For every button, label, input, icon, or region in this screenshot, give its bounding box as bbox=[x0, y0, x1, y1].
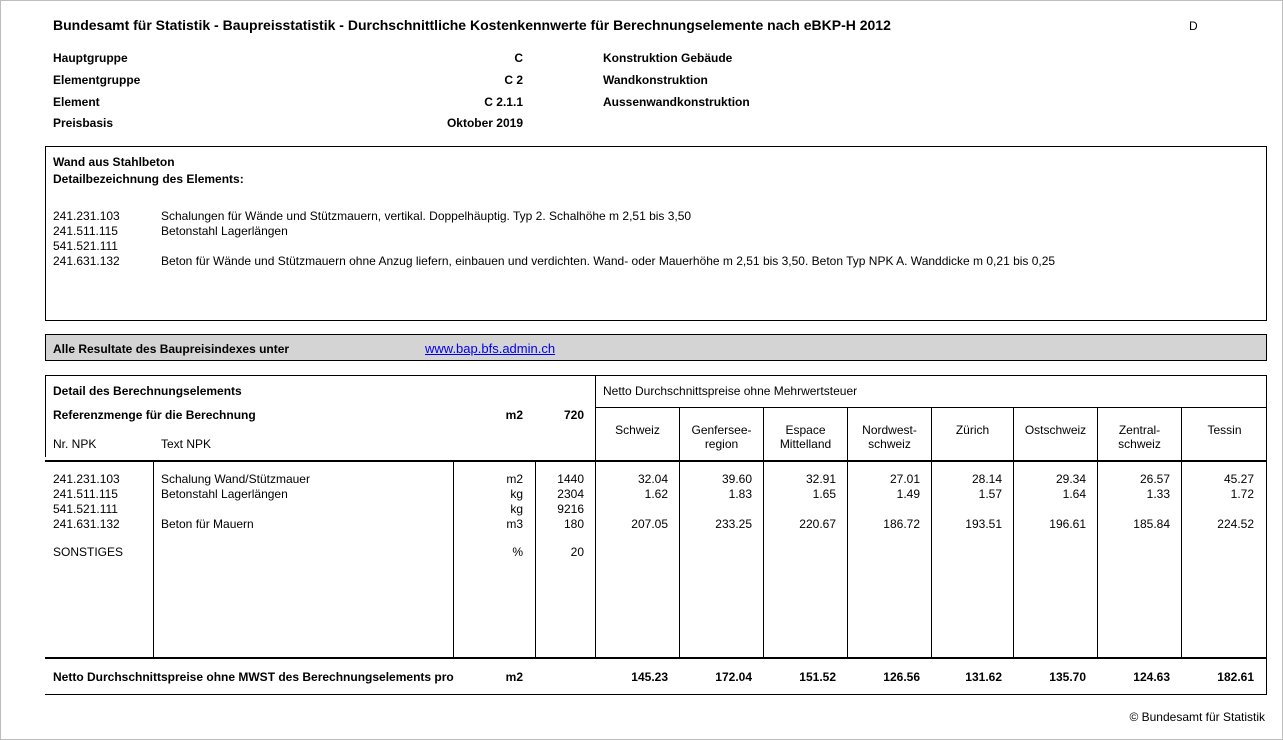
detail-item-text: Betonstahl Lagerlängen bbox=[161, 224, 288, 238]
row-text: Schalung Wand/Stützmauer bbox=[161, 472, 310, 486]
total-unit: m2 bbox=[505, 670, 523, 684]
detail-heading: Wand aus Stahlbeton bbox=[53, 155, 175, 169]
meta-code-element: C 2.1.1 bbox=[484, 95, 523, 109]
bap-link[interactable]: www.bap.bfs.admin.ch bbox=[425, 341, 556, 356]
detail-item-text: Schalungen für Wände und Stützmauern, vertikal. Doppelhäuptig. Typ 2. Schalhöhe m 2,51 bis 3,50 bbox=[161, 209, 692, 223]
meta-desc-hauptgruppe: Konstruktion Gebäude bbox=[603, 51, 733, 65]
region-header: Ostschweiz bbox=[1024, 423, 1087, 437]
col-rule bbox=[1181, 407, 1182, 658]
region-header: Tessin bbox=[1207, 423, 1242, 437]
col-rule bbox=[535, 461, 536, 658]
total-price: 131.62 bbox=[965, 670, 1002, 684]
row-nr: 241.511.115 bbox=[53, 487, 118, 501]
total-price: 151.52 bbox=[799, 670, 836, 684]
page-title: Bundesamt für Statistik - Baupreisstatistik - Durchschnittliche Kostenkennwerte für Berechnungselemente nach eBKP-H 2012 bbox=[53, 17, 891, 33]
table-bottom-rule bbox=[45, 694, 1267, 695]
total-label: Netto Durchschnittspreise ohne MWST des Berechnungselements pro bbox=[53, 670, 454, 684]
region-header: Schweiz bbox=[615, 423, 660, 437]
region-header: Zürich bbox=[955, 423, 990, 437]
row-price: 1.49 bbox=[896, 487, 920, 501]
row-price: 224.52 bbox=[1217, 517, 1254, 531]
other-unit: % bbox=[512, 545, 523, 559]
reference-label: Referenzmenge für die Berechnung bbox=[53, 408, 256, 422]
row-price: 207.05 bbox=[631, 517, 668, 531]
meta-desc-element: Aussenwandkonstruktion bbox=[603, 95, 750, 109]
header-bottom-rule bbox=[45, 460, 1267, 462]
row-unit: m3 bbox=[506, 517, 523, 531]
row-price: 185.84 bbox=[1133, 517, 1170, 531]
row-price: 1.64 bbox=[1062, 487, 1086, 501]
row-price: 32.04 bbox=[637, 472, 668, 486]
column-header-text: Text NPK bbox=[161, 437, 212, 451]
row-price: 26.57 bbox=[1139, 472, 1170, 486]
row-price: 233.25 bbox=[715, 517, 752, 531]
row-price: 29.34 bbox=[1055, 472, 1086, 486]
total-price: 135.70 bbox=[1049, 670, 1086, 684]
right-table-title: Netto Durchschnittspreise ohne Mehrwertsteuer bbox=[603, 384, 858, 398]
meta-code-hauptgruppe: C bbox=[514, 51, 523, 65]
row-unit: m2 bbox=[506, 472, 523, 486]
total-price: 124.63 bbox=[1133, 670, 1170, 684]
row-unit: kg bbox=[510, 502, 523, 516]
col-rule bbox=[153, 461, 154, 658]
row-price: 1.62 bbox=[644, 487, 668, 501]
region-header: Genfersee- region bbox=[691, 423, 752, 451]
row-price: 220.67 bbox=[799, 517, 836, 531]
other-quantity: 20 bbox=[570, 545, 584, 559]
row-price: 1.33 bbox=[1146, 487, 1170, 501]
row-price: 1.57 bbox=[978, 487, 1002, 501]
row-nr: 241.631.132 bbox=[53, 517, 120, 531]
total-price: 182.61 bbox=[1217, 670, 1254, 684]
detail-subheading: Detailbezeichnung des Elements: bbox=[53, 172, 244, 186]
region-header: Zentral- schweiz bbox=[1118, 423, 1161, 451]
left-table-title: Detail des Berechnungselements bbox=[53, 384, 242, 398]
row-price: 39.60 bbox=[721, 472, 752, 486]
detail-item-nr: 241.631.132 bbox=[53, 254, 120, 268]
row-price: 1.72 bbox=[1230, 487, 1254, 501]
meta-code-elementgruppe: C 2 bbox=[504, 73, 523, 87]
col-rule bbox=[595, 375, 596, 658]
meta-label-preisbasis: Preisbasis bbox=[53, 116, 114, 130]
meta-label-hauptgruppe: Hauptgruppe bbox=[53, 51, 128, 65]
detail-item-nr: 241.511.115 bbox=[53, 224, 118, 238]
other-label: SONSTIGES bbox=[53, 545, 124, 559]
meta-label-element: Element bbox=[53, 95, 100, 109]
row-quantity: 2304 bbox=[557, 487, 584, 501]
row-text: Beton für Mauern bbox=[161, 517, 254, 531]
column-header-nr: Nr. NPK bbox=[53, 437, 97, 451]
banner-label: Alle Resultate des Baupreisindexes unter bbox=[53, 342, 290, 356]
row-price: 193.51 bbox=[965, 517, 1002, 531]
total-price: 145.23 bbox=[631, 670, 668, 684]
row-quantity: 9216 bbox=[557, 502, 584, 516]
row-price: 32.91 bbox=[805, 472, 836, 486]
detail-item-text: Beton für Wände und Stützmauern ohne Anzug liefern, einbauen und verdichten. Wand- oder Mauerhöhe m 2,51 bis 3,50. Beton Typ NPK A. Wanddicke m 0,21 bis 0,25 bbox=[161, 254, 1056, 268]
row-price: 27.01 bbox=[889, 472, 920, 486]
col-rule bbox=[931, 407, 932, 658]
row-price: 1.65 bbox=[812, 487, 836, 501]
region-header: Espace Mittelland bbox=[779, 423, 832, 451]
total-price: 126.56 bbox=[883, 670, 920, 684]
copyright: © Bundesamt für Statistik bbox=[1129, 710, 1265, 724]
meta-label-elementgruppe: Elementgruppe bbox=[53, 73, 141, 87]
col-rule bbox=[453, 461, 454, 658]
row-quantity: 180 bbox=[563, 517, 584, 531]
reference-quantity: 720 bbox=[563, 408, 584, 422]
total-top-rule bbox=[45, 657, 1267, 659]
row-quantity: 1440 bbox=[557, 472, 584, 486]
table-left-rule bbox=[45, 375, 46, 457]
reference-unit: m2 bbox=[505, 408, 523, 422]
detail-item-nr: 541.521.111 bbox=[53, 239, 118, 253]
language-indicator: D bbox=[1189, 19, 1198, 33]
col-rule bbox=[1013, 407, 1014, 658]
row-price: 1.83 bbox=[728, 487, 752, 501]
detail-item-nr: 241.231.103 bbox=[53, 209, 120, 223]
row-price: 196.61 bbox=[1049, 517, 1086, 531]
row-nr: 241.231.103 bbox=[53, 472, 120, 486]
meta-desc-elementgruppe: Wandkonstruktion bbox=[603, 73, 708, 87]
row-price: 186.72 bbox=[883, 517, 920, 531]
row-nr: 541.521.111 bbox=[53, 502, 118, 516]
row-price: 28.14 bbox=[971, 472, 1002, 486]
row-unit: kg bbox=[510, 487, 523, 501]
row-text: Betonstahl Lagerlängen bbox=[161, 487, 288, 501]
row-price: 45.27 bbox=[1223, 472, 1254, 486]
region-header: Nordwest- schweiz bbox=[862, 423, 917, 451]
total-price: 172.04 bbox=[715, 670, 752, 684]
meta-code-preisbasis: Oktober 2019 bbox=[446, 116, 523, 130]
